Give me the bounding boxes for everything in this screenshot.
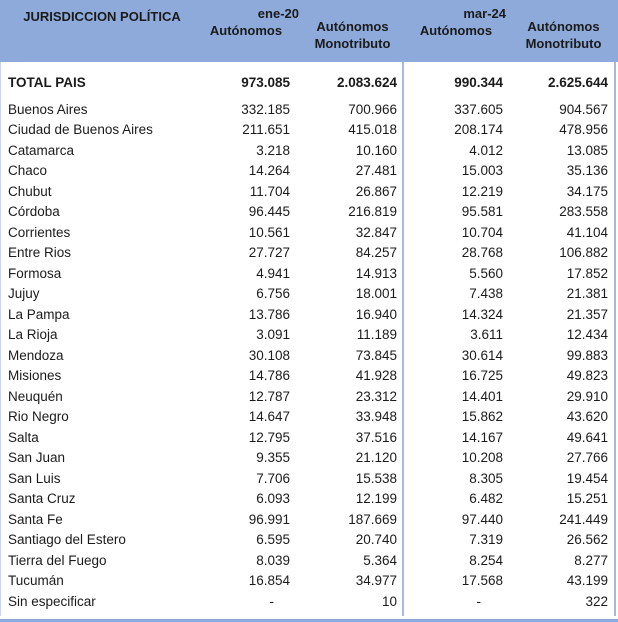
- value-cell[interactable]: 29.910: [566, 388, 608, 404]
- jurisdiction-cell[interactable]: Santa Cruz: [8, 491, 76, 507]
- value-cell[interactable]: 16.854: [248, 573, 290, 589]
- value-cell[interactable]: 33.948: [355, 409, 397, 425]
- value-cell[interactable]: 904.567: [559, 101, 608, 117]
- value-cell[interactable]: 14.167: [461, 429, 503, 445]
- value-cell[interactable]: 10.704: [461, 224, 503, 240]
- value-cell[interactable]: 4.012: [469, 142, 503, 158]
- value-cell[interactable]: 14.264: [248, 163, 290, 179]
- value-cell[interactable]: 35.136: [566, 163, 608, 179]
- value-cell[interactable]: 11.189: [356, 327, 397, 343]
- value-cell[interactable]: 187.669: [348, 511, 397, 527]
- value-cell[interactable]: 332.185: [241, 101, 290, 117]
- value-cell[interactable]: 19.454: [566, 470, 608, 486]
- value-cell[interactable]: 14.401: [461, 388, 503, 404]
- table-body: [0, 62, 618, 612]
- value-cell[interactable]: 3.611: [470, 327, 503, 343]
- value-cell[interactable]: 21.381: [566, 286, 608, 302]
- value-cell[interactable]: 34.977: [355, 573, 397, 589]
- jurisdiction-cell[interactable]: Tierra del Fuego: [8, 552, 107, 568]
- header-monotributo-ene20-line2: Monotributo: [314, 36, 391, 51]
- jurisdiction-cell[interactable]: Santiago del Estero: [8, 532, 126, 548]
- table-row: [0, 161, 618, 182]
- value-cell[interactable]: 30.614: [461, 347, 503, 363]
- value-cell[interactable]: 990.344: [454, 75, 503, 90]
- value-cell[interactable]: 10.208: [461, 450, 503, 466]
- value-cell[interactable]: 18.001: [355, 286, 397, 302]
- table-row: [0, 202, 618, 223]
- value-cell[interactable]: 41.104: [566, 224, 608, 240]
- value-cell[interactable]: 13.085: [566, 142, 608, 158]
- jurisdiction-cell[interactable]: San Juan: [8, 450, 66, 466]
- header-autonomos-mar24: Autónomos: [419, 23, 493, 38]
- value-cell[interactable]: 9.355: [256, 450, 290, 466]
- table-row: [0, 243, 618, 264]
- value-cell[interactable]: 6.093: [256, 491, 290, 507]
- table-row: [0, 304, 618, 325]
- header-monotributo-mar24-line1: Autónomos: [527, 19, 600, 34]
- value-cell[interactable]: 73.845: [355, 347, 397, 363]
- value-cell[interactable]: 14.786: [248, 368, 290, 384]
- value-cell[interactable]: 32.847: [355, 224, 397, 240]
- table-row: [0, 345, 618, 366]
- table-row: [0, 181, 618, 202]
- value-cell[interactable]: 15.003: [461, 163, 503, 179]
- value-cell[interactable]: 7.438: [469, 286, 503, 302]
- table-row: [0, 222, 618, 243]
- table-row: [0, 120, 618, 141]
- value-cell[interactable]: 17.852: [566, 265, 608, 281]
- value-cell[interactable]: 27.481: [355, 163, 397, 179]
- header-monotributo-ene20-line1: Autónomos: [316, 19, 389, 34]
- jurisdiction-cell[interactable]: Chubut: [8, 183, 52, 199]
- value-cell[interactable]: 12.199: [355, 491, 397, 507]
- value-cell[interactable]: 415.018: [348, 122, 397, 138]
- value-cell[interactable]: -: [269, 593, 274, 609]
- table-row: [0, 325, 618, 346]
- table-row: [0, 509, 618, 530]
- header-period-mar24: mar-24: [463, 6, 506, 21]
- jurisdiction-cell[interactable]: Sin especificar: [8, 593, 96, 609]
- value-cell[interactable]: 13.786: [248, 306, 290, 322]
- value-cell[interactable]: 322: [585, 593, 608, 609]
- value-cell[interactable]: 3.218: [256, 142, 290, 158]
- table-row: [0, 571, 618, 592]
- selected-cell-dashed-outline: [509, 368, 616, 383]
- value-cell[interactable]: 21.120: [355, 450, 397, 466]
- value-cell[interactable]: 5.560: [469, 265, 503, 281]
- value-cell[interactable]: -: [476, 593, 481, 609]
- jurisdiction-cell[interactable]: Jujuy: [8, 286, 40, 302]
- value-cell[interactable]: 211.651: [242, 122, 290, 138]
- value-cell[interactable]: 16.940: [355, 306, 397, 322]
- jurisdiction-cell[interactable]: Rio Negro: [8, 409, 69, 425]
- value-cell[interactable]: 28.768: [461, 245, 503, 261]
- header-autonomos-ene20: Autónomos: [209, 23, 283, 38]
- value-cell[interactable]: 30.108: [248, 347, 290, 363]
- value-cell[interactable]: 49.641: [566, 429, 608, 445]
- value-cell[interactable]: 8.305: [469, 470, 503, 486]
- table-left-border: [0, 62, 1, 616]
- jurisdiction-cell[interactable]: La Pampa: [8, 306, 70, 322]
- period-group-separator: [402, 62, 404, 616]
- value-cell[interactable]: 23.312: [355, 388, 397, 404]
- jurisdiction-cell[interactable]: TOTAL PAIS: [8, 75, 86, 90]
- value-cell[interactable]: 43.620: [566, 409, 608, 425]
- table-row: [0, 550, 618, 571]
- value-cell[interactable]: 96.991: [248, 511, 290, 527]
- value-cell[interactable]: 106.882: [559, 245, 608, 261]
- jurisdiction-cell[interactable]: Catamarca: [8, 142, 75, 158]
- jurisdiction-cell[interactable]: San Luis: [8, 470, 61, 486]
- value-cell[interactable]: 4.941: [256, 265, 290, 281]
- jurisdiction-cell[interactable]: Salta: [8, 429, 39, 445]
- header-jurisdiccion-politica: JURISDICCION POLÍTICA: [23, 9, 181, 24]
- value-cell[interactable]: 6.482: [469, 491, 503, 507]
- jurisdiction-cell[interactable]: Misiones: [8, 368, 62, 384]
- table-row: [0, 591, 618, 612]
- table-right-border: [614, 62, 616, 616]
- value-cell[interactable]: 15.862: [461, 409, 503, 425]
- value-cell[interactable]: 283.558: [559, 204, 608, 220]
- value-cell[interactable]: 99.883: [566, 347, 608, 363]
- table-row: [0, 140, 618, 161]
- header-monotributo-mar24-line2: Monotributo: [525, 36, 602, 51]
- value-cell[interactable]: 26.562: [566, 532, 608, 548]
- value-cell[interactable]: 700.966: [348, 101, 397, 117]
- header-group-ene20: [190, 0, 302, 62]
- table-row: [0, 407, 618, 428]
- table-row: [0, 386, 618, 407]
- value-cell[interactable]: 8.039: [256, 552, 290, 568]
- value-cell[interactable]: 10: [381, 593, 397, 609]
- jurisdiction-cell[interactable]: Ciudad de Buenos Aires: [8, 122, 153, 138]
- table-header: [0, 0, 618, 62]
- value-cell[interactable]: 49.823: [509, 368, 618, 383]
- jurisdiction-cell[interactable]: Chaco: [8, 163, 48, 179]
- table-row: [0, 284, 618, 305]
- value-cell[interactable]: 10.160: [355, 142, 397, 158]
- jurisdiction-cell[interactable]: Corrientes: [8, 224, 71, 240]
- value-cell[interactable]: 6.595: [256, 532, 290, 548]
- value-cell[interactable]: 34.175: [566, 183, 608, 199]
- value-cell[interactable]: 5.364: [363, 552, 397, 568]
- value-cell[interactable]: 27.766: [566, 450, 608, 466]
- value-cell[interactable]: 7.706: [256, 470, 290, 486]
- value-cell[interactable]: 26.867: [355, 183, 397, 199]
- table-row: [0, 468, 618, 489]
- value-cell[interactable]: 2.083.624: [336, 75, 397, 90]
- table-row: [0, 99, 618, 120]
- value-cell[interactable]: 8.254: [469, 552, 503, 568]
- value-cell[interactable]: 11.704: [249, 183, 290, 199]
- value-cell[interactable]: 41.928: [355, 368, 397, 384]
- value-cell[interactable]: 12.434: [566, 327, 608, 343]
- header-monotributo-mar24: [509, 0, 618, 62]
- value-cell[interactable]: 27.727: [248, 245, 290, 261]
- value-cell[interactable]: 43.199: [566, 573, 608, 589]
- value-cell[interactable]: 97.440: [461, 511, 503, 527]
- value-cell[interactable]: 208.174: [454, 122, 503, 138]
- table-row: [0, 530, 618, 551]
- value-cell[interactable]: 337.605: [454, 101, 503, 117]
- value-cell[interactable]: 3.091: [256, 327, 290, 343]
- value-cell[interactable]: 14.647: [248, 409, 290, 425]
- value-cell[interactable]: 241.449: [559, 511, 608, 527]
- value-cell[interactable]: 2.625.644: [547, 75, 608, 90]
- jurisdiction-cell[interactable]: Formosa: [8, 265, 62, 281]
- jurisdiction-cell[interactable]: Córdoba: [8, 204, 60, 220]
- value-cell[interactable]: 10.561: [248, 224, 290, 240]
- value-cell[interactable]: 12.795: [248, 429, 290, 445]
- header-monotributo-ene20: [302, 0, 403, 62]
- table-row: [0, 448, 618, 469]
- header-group-mar24: [403, 0, 509, 62]
- table-row: [0, 427, 618, 448]
- value-cell[interactable]: 973.085: [241, 75, 290, 90]
- jurisdiction-cell[interactable]: Tucumán: [8, 573, 64, 589]
- value-cell[interactable]: 478.956: [559, 122, 608, 138]
- value-cell[interactable]: 6.756: [256, 286, 290, 302]
- jurisdiction-cell[interactable]: La Rioja: [8, 327, 58, 343]
- table-row: [0, 489, 618, 510]
- table-row: [0, 366, 618, 387]
- jurisdiction-cell[interactable]: Entre Rios: [8, 245, 72, 261]
- value-cell[interactable]: 84.257: [355, 245, 397, 261]
- table-row: [0, 263, 618, 284]
- value-cell[interactable]: 21.357: [566, 306, 608, 322]
- value-cell[interactable]: 15.251: [566, 491, 608, 507]
- value-cell[interactable]: 96.445: [248, 204, 290, 220]
- value-cell[interactable]: 7.319: [469, 532, 503, 548]
- value-cell[interactable]: 12.219: [461, 183, 503, 199]
- total-row: [0, 72, 618, 93]
- jurisdiction-cell[interactable]: Buenos Aires: [8, 101, 88, 117]
- value-cell[interactable]: 16.725: [461, 368, 503, 384]
- value-cell[interactable]: 8.277: [574, 552, 608, 568]
- value-cell[interactable]: 216.819: [348, 204, 397, 220]
- header-period-ene20: ene-20: [257, 6, 299, 21]
- value-cell[interactable]: 20.740: [355, 532, 397, 548]
- jurisdiction-cell[interactable]: Santa Fe: [8, 511, 63, 527]
- value-cell[interactable]: 17.568: [461, 573, 503, 589]
- jurisdiction-cell[interactable]: Neuquén: [8, 388, 63, 404]
- value-cell[interactable]: 37.516: [355, 429, 397, 445]
- value-cell[interactable]: 14.324: [461, 306, 503, 322]
- value-cell[interactable]: 15.538: [355, 470, 397, 486]
- value-cell[interactable]: 95.581: [461, 204, 503, 220]
- value-cell[interactable]: 12.787: [248, 388, 290, 404]
- value-cell[interactable]: 14.913: [355, 265, 397, 281]
- jurisdiction-cell[interactable]: Mendoza: [8, 347, 64, 363]
